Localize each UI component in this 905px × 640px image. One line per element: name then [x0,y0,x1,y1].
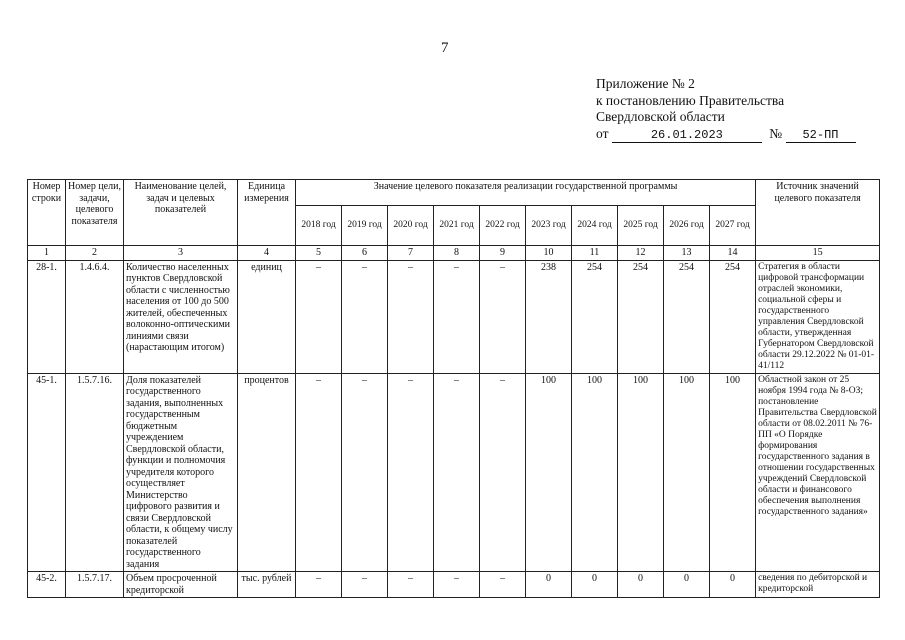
year-value: – [342,373,388,572]
year-value: – [480,572,526,598]
year-value: 100 [710,373,756,572]
indicator-source: сведения по дебиторской и кредиторской [756,572,880,598]
year-value: 254 [664,260,710,373]
column-number: 5 [296,246,342,261]
header-year: 2022 год [480,206,526,246]
goal-number: 1.4.6.4. [66,260,124,373]
annex-from-label: от [596,125,609,141]
header-year: 2018 год [296,206,342,246]
column-number: 14 [710,246,756,261]
column-number: 10 [526,246,572,261]
header-year: 2025 год [618,206,664,246]
header-source: Источник значений целевого показателя [756,180,880,246]
unit: единиц [238,260,296,373]
indicator-source: Стратегия в области цифровой трансформации отраслей экономики, социальной сферы и государственного управления Свердловской области, утвержденная Губернатором Свердловской области 29.12.2022 № 01-01-41/112 [756,260,880,373]
row-number: 45-2. [28,572,66,598]
indicators-table [27,179,880,598]
unit: тыс. рублей [238,572,296,598]
year-value: – [296,373,342,572]
column-number: 11 [572,246,618,261]
year-value: 100 [664,373,710,572]
column-number: 8 [434,246,480,261]
year-value: 100 [618,373,664,572]
column-number: 4 [238,246,296,261]
row-number: 28-1. [28,260,66,373]
header-year: 2021 год [434,206,480,246]
header-goal-no: Номер цели, задачи, целевого показателя [66,180,124,246]
table-row [28,260,880,373]
year-value: – [480,260,526,373]
indicator-name: Доля показателей государственного задания, выполненных государственным бюджетным учреждением Свердловской области, функции и полномочия учредителя которого осуществляет Министерство цифрового развития и связи Свердловской области, к общему числу показателей государственного задания [124,373,238,572]
year-value: – [388,572,434,598]
header-year: 2024 год [572,206,618,246]
header-unit: Единица измерения [238,180,296,246]
year-value: 254 [710,260,756,373]
year-value: – [388,260,434,373]
year-value: – [480,373,526,572]
column-number: 6 [342,246,388,261]
year-value: – [388,373,434,572]
annex-header [596,76,856,143]
annex-date-line [596,126,856,143]
goal-number: 1.5.7.16. [66,373,124,572]
annex-line-3: Свердловской области [596,109,725,124]
year-value: 0 [710,572,756,598]
table-row [28,373,880,572]
year-value: – [342,260,388,373]
annex-date: 26.01.2023 [612,128,762,143]
year-value: 0 [572,572,618,598]
table-row [28,572,880,598]
header-row-no: Номер строки [28,180,66,246]
column-numbers-row [28,246,880,261]
column-number: 7 [388,246,434,261]
unit: процентов [238,373,296,572]
header-year: 2023 год [526,206,572,246]
year-value: – [434,572,480,598]
column-number: 15 [756,246,880,261]
year-value: – [434,373,480,572]
annex-number: 52-ПП [786,128,856,143]
column-number: 2 [66,246,124,261]
column-number: 12 [618,246,664,261]
column-number: 3 [124,246,238,261]
year-value: – [342,572,388,598]
annex-no-label: № [769,125,783,141]
column-number: 1 [28,246,66,261]
page-number: 7 [441,40,449,56]
year-value: 0 [618,572,664,598]
header-year: 2027 год [710,206,756,246]
year-value: – [296,572,342,598]
year-value: 254 [618,260,664,373]
year-value: 238 [526,260,572,373]
year-value: 0 [664,572,710,598]
annex-line-1: Приложение № 2 [596,76,695,91]
header-year: 2020 год [388,206,434,246]
year-value: 100 [572,373,618,572]
indicator-name: Объем просроченной кредиторской [124,572,238,598]
row-number: 45-1. [28,373,66,572]
header-values-group: Значение целевого показателя реализации государственной программы [296,180,756,206]
header-year: 2019 год [342,206,388,246]
header-name: Наименование целей, задач и целевых показателей [124,180,238,246]
year-value: 0 [526,572,572,598]
goal-number: 1.5.7.17. [66,572,124,598]
column-number: 9 [480,246,526,261]
indicator-source: Областной закон от 25 ноября 1994 года № 8-ОЗ; постановление Правительства Свердловской области от 08.02.2011 № 76-ПП «О Порядке формирования государственного задания в отношении государственных учреждений Свердловской области и финансового обеспечения выполнения государственного задания» [756,373,880,572]
header-year: 2026 год [664,206,710,246]
column-number: 13 [664,246,710,261]
year-value: 254 [572,260,618,373]
year-value: – [296,260,342,373]
year-value: 100 [526,373,572,572]
year-value: – [434,260,480,373]
indicator-name: Количество населенных пунктов Свердловской области с численностью населения от 100 до 500 жителей, обеспеченных волоконно-оптическими линиями связи (нарастающим итогом) [124,260,238,373]
annex-line-2: к постановлению Правительства [596,92,785,108]
